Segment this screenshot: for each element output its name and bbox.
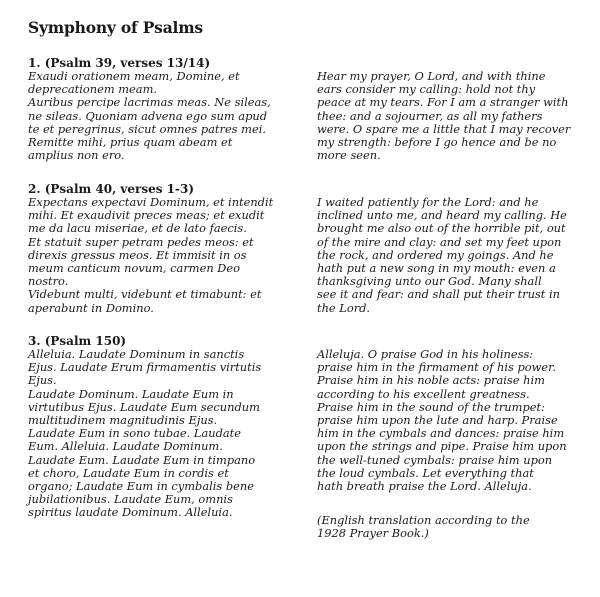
text-line: Laudate Eum. Laudate Eum in timpano <box>28 452 256 467</box>
english-text <box>317 196 589 315</box>
document-title: Symphony of Psalms <box>28 18 203 37</box>
text-line: Ejus. Laudate Erum firmamentis virtutis <box>28 360 262 375</box>
text-line: Hear my prayer, O Lord, and with thine <box>317 69 546 83</box>
text-line: Alleluia. Laudate Dominum in sanctis <box>28 347 245 361</box>
text-line: according to his excellent greatness. <box>317 386 530 401</box>
text-line: virtutibus Ejus. Laudate Eum secundum <box>28 399 260 414</box>
english-text <box>317 348 589 493</box>
latin-text <box>28 70 300 162</box>
text-line: my strength: before I go hence and be no <box>317 135 557 150</box>
section-3-latin <box>28 334 300 520</box>
text-line: Praise him in his noble acts: praise him <box>317 373 545 388</box>
text-line: nostro. <box>28 274 69 289</box>
translation-note <box>317 514 589 540</box>
text-line: Exaudi orationem meam, Domine, et <box>28 69 240 83</box>
latin-text <box>28 196 300 315</box>
text-line: Videbunt multi, videbunt et timabunt: et <box>28 287 262 302</box>
latin-text <box>28 348 300 520</box>
text-line: Ejus. <box>28 373 57 388</box>
text-line: were. O spare me a little that I may recover <box>317 121 571 136</box>
text-line: upon the strings and pipe. Praise him upon <box>317 439 567 454</box>
text-line: thee: and a sojourner, as all my fathers <box>317 108 543 123</box>
note-line: (English translation according to the <box>317 513 530 527</box>
text-line: Alleluja. O praise God in his holiness: <box>317 347 534 361</box>
text-line: Expectans expectavi Dominum, et intendit <box>28 195 274 209</box>
text-line: the rock, and ordered my goings. And he <box>317 247 554 262</box>
section-2-heading: 2. (Psalm 40, verses 1-3) <box>28 182 195 196</box>
text-line: the Lord. <box>317 300 371 315</box>
text-line: praise him in the firmament of his power. <box>317 360 556 375</box>
text-line: direxis gressus meos. Et immisit in os <box>28 247 247 262</box>
text-line: et choro, Laudate Eum in cordis et <box>28 465 229 480</box>
text-line: the well-tuned cymbals: praise him upon <box>317 452 553 467</box>
text-line: peace at my tears. For I am a stranger with <box>317 95 569 110</box>
section-3-heading: 3. (Psalm 150) <box>28 334 127 348</box>
section-1-latin <box>28 56 300 162</box>
text-line: I waited patiently for the Lord: and he <box>317 195 539 209</box>
text-line: inclined unto me, and heard my calling. He <box>317 208 567 223</box>
text-line: Laudate Dominum. Laudate Eum in <box>28 386 234 401</box>
text-line: him in the cymbals and dances: praise him <box>317 426 565 441</box>
text-line: the loud cymbals. Let everything that <box>317 465 534 480</box>
section-1-heading: 1. (Psalm 39, verses 13/14) <box>28 56 211 70</box>
text-line: amplius non ero. <box>28 148 125 163</box>
text-line: Auribus percipe lacrimas meas. Ne sileas, <box>28 95 271 110</box>
text-line: praise him upon the lute and harp. Praise <box>317 413 558 428</box>
note-line: 1928 Prayer Book.) <box>317 526 429 541</box>
text-line: me da lacu miseriae, et de lato faecis. <box>28 221 247 236</box>
text-line: thanksgiving unto our God. Many shall <box>317 274 542 289</box>
section-2-english <box>317 196 589 315</box>
text-line: Praise him in the sound of the trumpet: <box>317 399 545 414</box>
text-line: of the mire and clay: and set my feet upon <box>317 234 562 249</box>
text-line: Laudate Eum in sono tubae. Laudate <box>28 426 241 441</box>
text-line: aperabunt in Domino. <box>28 300 154 315</box>
section-1-english <box>317 70 589 162</box>
text-line: deprecationem meam. <box>28 82 158 97</box>
text-line: more seen. <box>317 148 381 163</box>
section-2-latin <box>28 182 300 315</box>
text-line: Et statuit super petram pedes meos: et <box>28 234 254 249</box>
text-line: organo; Laudate Eum in cymbalis bene <box>28 479 254 494</box>
section-3-english <box>317 348 589 493</box>
text-line: mihi. Et exaudivit preces meas; et exudit <box>28 208 265 223</box>
text-line: multitudinem magnitudinis Ejus. <box>28 413 218 428</box>
text-line: ne sileas. Quoniam advena ego sum apud <box>28 108 268 123</box>
text-line: Remitte mihi, prius quam abeam et <box>28 135 233 150</box>
text-line: Eum. Alleluia. Laudate Dominum. <box>28 439 223 454</box>
text-line: jubilationibus. Laudate Eum, omnis <box>28 492 233 507</box>
text-line: see it and fear: and shall put their trust in <box>317 287 560 302</box>
text-line: te et peregrinus, sicut omnes patres mei. <box>28 121 266 136</box>
text-line: hath put a new song in my mouth: even a <box>317 261 556 276</box>
text-line: hath breath praise the Lord. Alleluja. <box>317 479 532 494</box>
text-line: spiritus laudate Dominum. Alleluia. <box>28 505 233 520</box>
english-text <box>317 70 589 162</box>
text-line: brought me also out of the horrible pit, out <box>317 221 566 236</box>
text-line: meum canticum novum, carmen Deo <box>28 261 241 276</box>
text-line: ears consider my calling: hold not thy <box>317 82 536 97</box>
